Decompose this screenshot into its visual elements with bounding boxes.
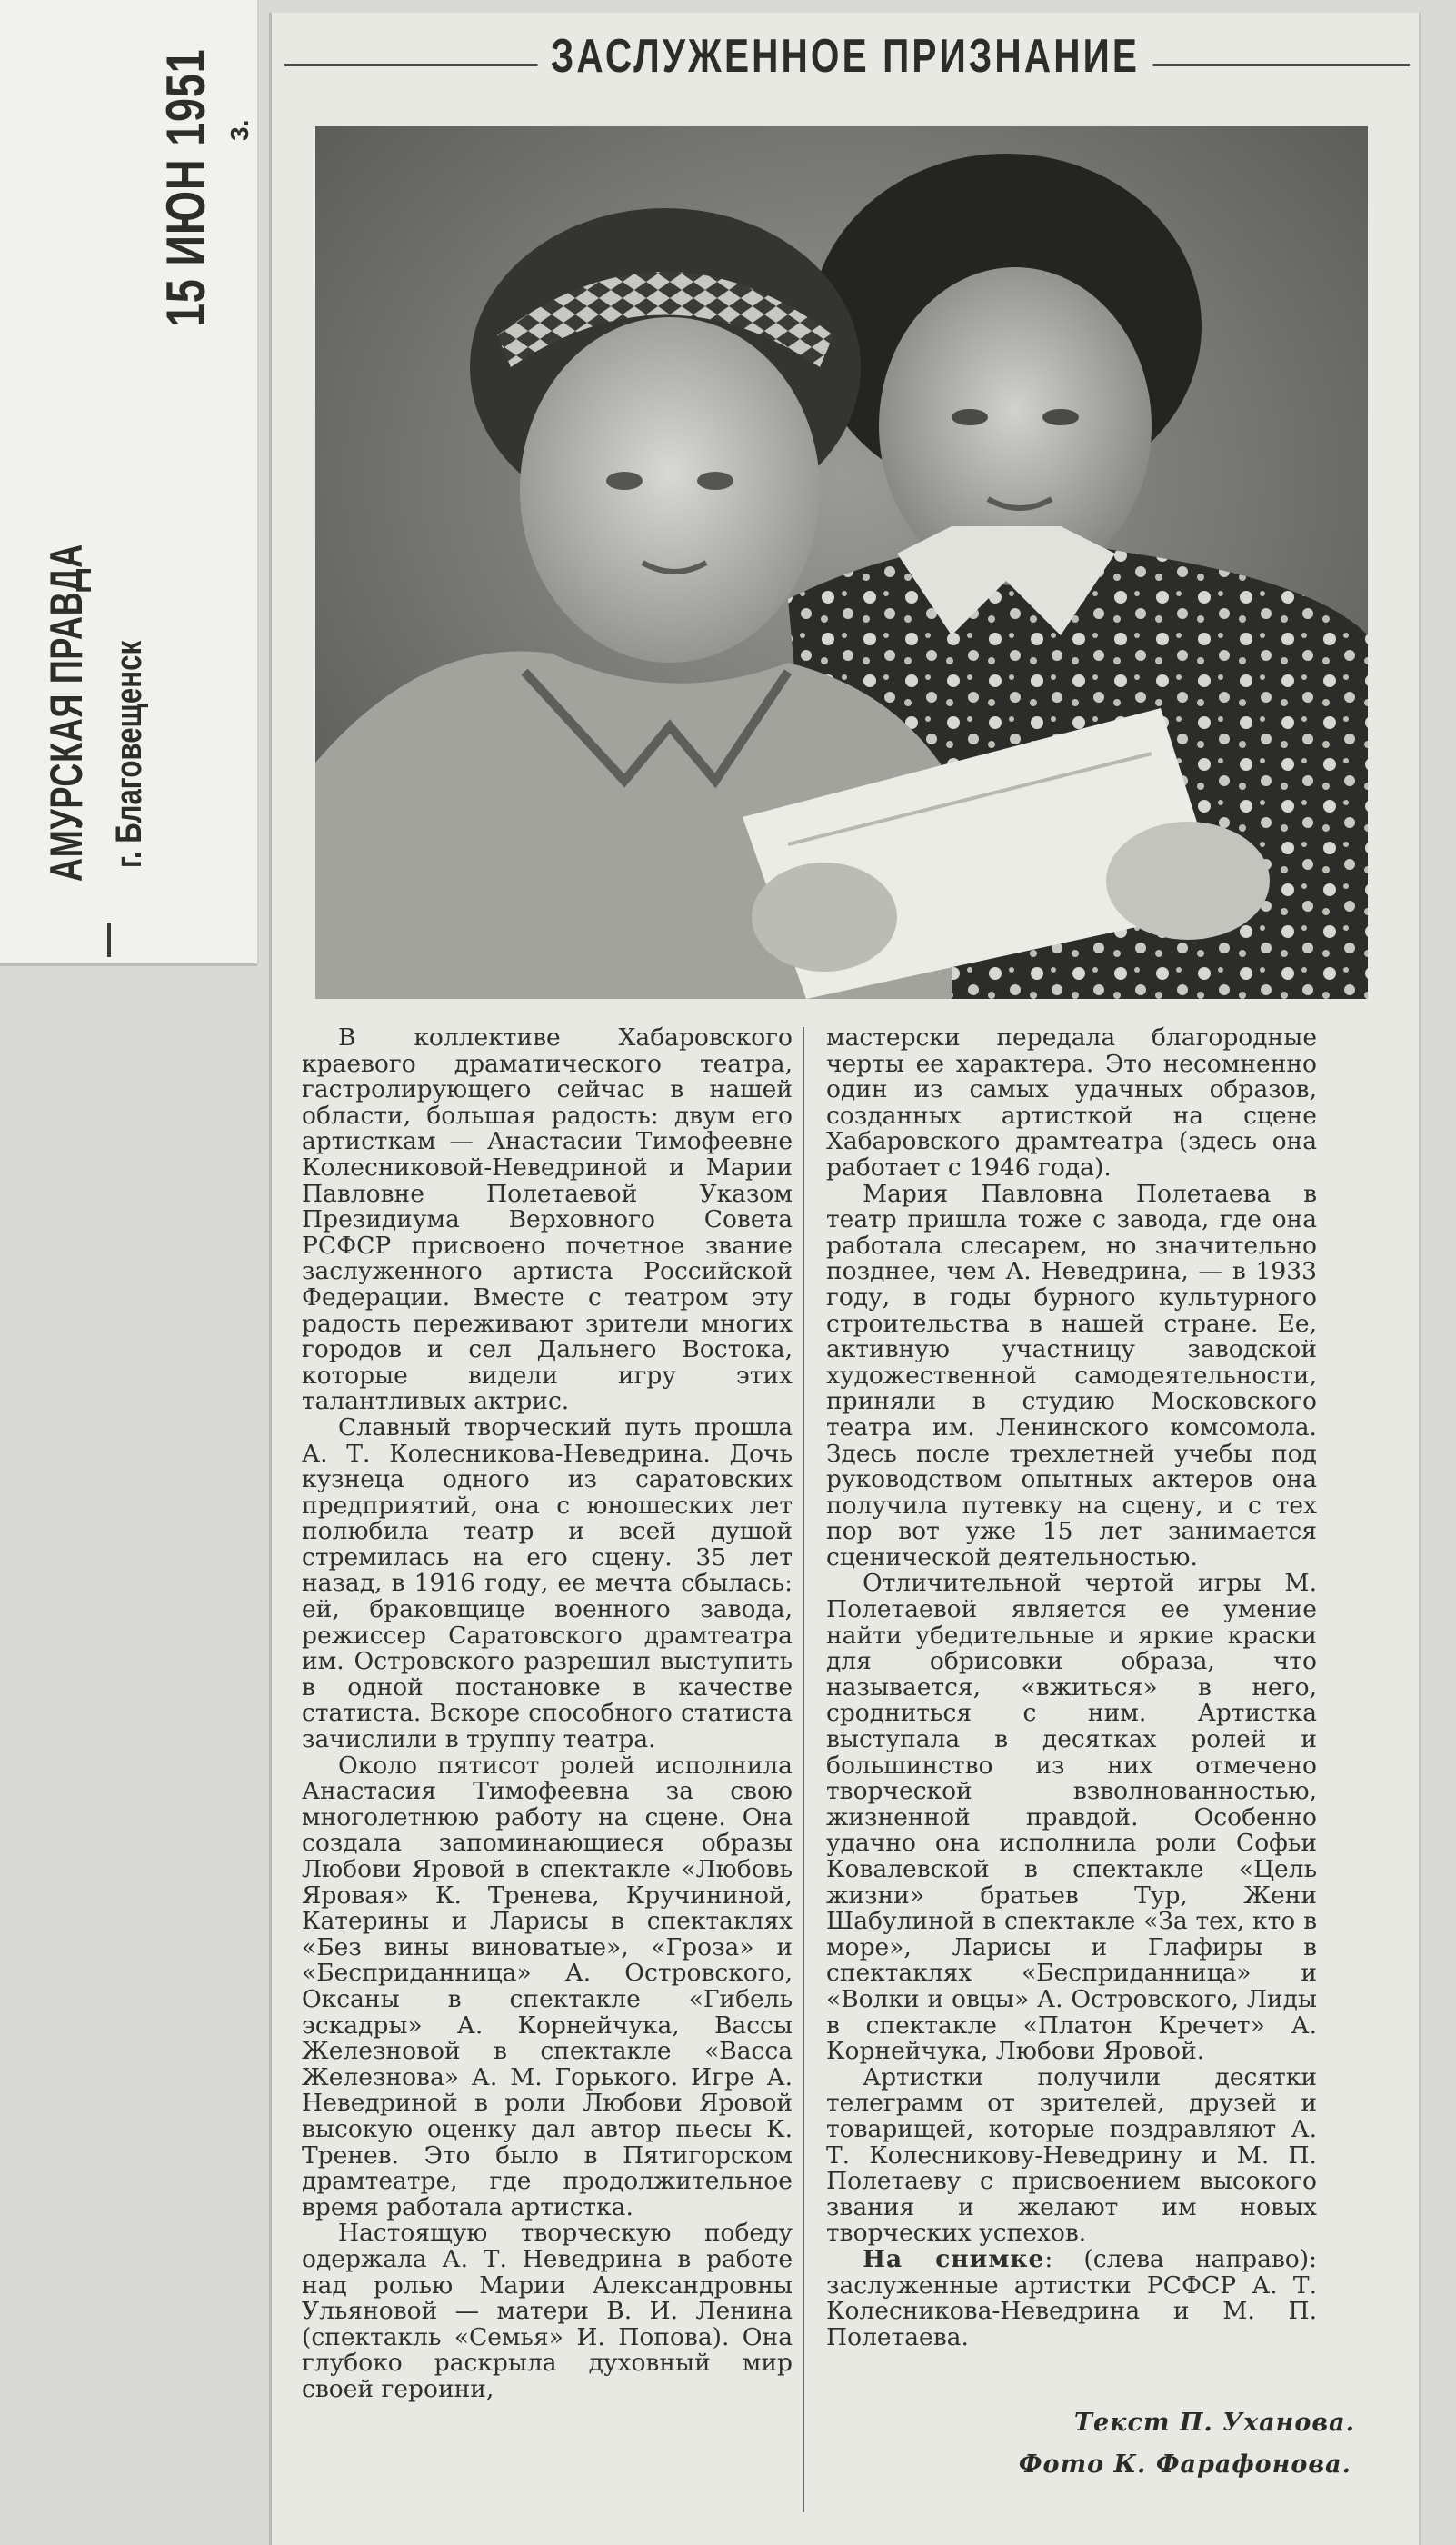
column-divider xyxy=(803,1027,804,2512)
headline-text: ЗАСЛУЖЕННОЕ ПРИЗНАНИЕ xyxy=(538,30,1152,83)
caption-text: : (слева направо): заслуженные артистки РСФСР А. Т. Колесникова-Неведрина и М. П. Полетаева. xyxy=(826,2244,1318,2351)
paragraph: Артистки получили десятки телеграмм от зрителей, друзей и товарищей, которые поздравляют А. Т. Колесникову-Неведрину и М. П. Полетаеву с присвоением высокого звания и желают им новых творческих успехов. xyxy=(826,2062,1317,2248)
caption-label: На снимке xyxy=(863,2244,1045,2273)
page-number: 3. xyxy=(225,119,254,141)
photo-illustration xyxy=(315,126,1368,999)
newspaper-clipping xyxy=(269,13,1421,2545)
article-column-left xyxy=(302,1025,793,2402)
article-headline xyxy=(398,29,1292,84)
card-edge xyxy=(0,963,257,966)
newspaper-name: АМУРСКАЯ ПРАВДА xyxy=(41,543,92,882)
photo-caption xyxy=(826,2244,1318,2351)
paragraph: Мария Павловна Полетаева в театр пришла тоже с завода, где она работала слесарем, но значительно позднее, чем А. Неведрина, — в 1933 году, в годы бурного культурного строительства в нашей стране. Ее, активную участницу заводской художественной самодеятельности, приняли в студию Московского театра им. Ленинского комсомола. Здесь после трехлетней учебы под руководством опытных актеров она получила путевку на сцену, и с тех пор вот уже 15 лет занимается сценической деятельностью. xyxy=(826,1179,1317,1572)
paragraph: Отличительной чертой игры М. Полетаевой является ее умение найти убедительные и яркие краски для обрисовки образа, что называется, «вжиться» в него, сродниться с ним. Артистка выступала в десятках ролей и большинство из них отмечено творческой взволнованностью, жизненной правдой. Особенно удачно она исполнила роли Софьи Ковалевской в спектакле «Цель жизни» братьев Тур, Жени Шабулиной в спектакле «За тех, кто в море», Ларисы и Глафиры в спектаклях «Бесприданница» и «Волки и овцы» А. Островского, Лиды в спектакле «Платон Кречет» А. Корнейчука, Любови Яровой. xyxy=(826,1569,1317,2066)
stamp-mark xyxy=(107,923,111,957)
paragraph-continuation: мастерски передала благородные черты ее характера. Это несомненно один из самых удачных образов, созданных артисткой на сцене Хабаровского драмтеатра (здесь она работает с 1946 года). xyxy=(826,1023,1317,1182)
paragraph: Около пятисот ролей исполнила Анастасия Тимофеевна за свою многолетнюю работу на сцене. Она создала запоминающиеся образы Любови Яровой в спектакле «Любовь Яровая» К. Тренева, Кручининой, Катерины и Ларисы в спектаклях «Без вины виноватые», «Гроза» и «Бесприданница» А. Островского, Оксаны в спектакле «Гибель эскадры» А. Корнейчука, Вассы Железновой в спектакле «Васса Железнова» А. М. Горького. Игре А. Неведриной в роли Любови Яровой высокую оценку дал автор пьесы К. Тренев. Это было в Пятигорском драмтеатре, где продолжительное время работала артистка. xyxy=(302,1751,793,2221)
text-credit: Текст П. Уханова. xyxy=(1073,2409,1355,2437)
archive-stamp-card xyxy=(0,0,259,963)
article-column-right xyxy=(826,1025,1317,2350)
photo-credit: Фото К. Фарафонова. xyxy=(1018,2450,1351,2479)
paragraph: В коллективе Хабаровского краевого драматического театра, гастролирующего сейчас в нашей области, большая радость: двум его артисткам — Анастасии Тимофеевне Колесниковой-Неведриной и Марии Павловне Полетаевой Указом Президиума Верховного Совета РСФСР присвоено почетное звание заслуженного артиста Российской Федерации. Вместе с театром эту радость переживают зрители многих городов и сел Дальнего Востока, которые видели игру этих талантливых актрис. xyxy=(302,1023,793,1416)
newspaper-city: г. Благовещенск xyxy=(109,640,149,868)
issue-date: 15 ИЮН 1951 xyxy=(155,48,216,328)
paragraph: Славный творческий путь прошла А. Т. Колесникова-Неведрина. Дочь кузнеца одного из саратовских предприятий, она с юношеских лет полюбила театр и всей душой стремилась на его сцену. 35 лет назад, в 1916 году, ее мечта сбылась: ей, браковщице военного завода, режиссер Саратовского драмтеатра им. Островского разрешил выступить в одной постановке в качестве статиста. Вскоре способного статиста зачислили в труппу театра. xyxy=(302,1412,793,1754)
article-photo xyxy=(315,126,1368,999)
paragraph: Настоящую творческую победу одержала А. Т. Неведрина в работе над ролью Марии Александровны Ульяновой — матери В. И. Ленина (спектакль «Семья» И. Попова). Она глубоко раскрыла духовный мир своей героини, xyxy=(302,2219,793,2403)
